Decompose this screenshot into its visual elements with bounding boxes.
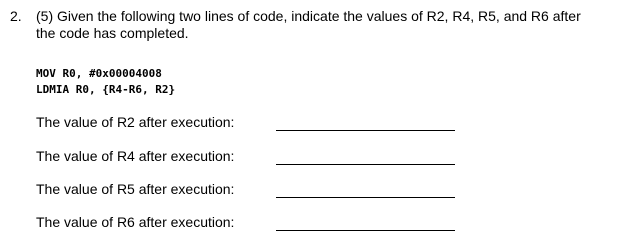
answer-blank-line[interactable] — [276, 230, 455, 231]
answer-label: The value of R6 after execution: — [36, 214, 235, 230]
answer-label: The value of R2 after execution: — [36, 114, 235, 130]
answer-row-r4 — [36, 148, 456, 166]
question-line-2: the code has completed. — [36, 25, 189, 41]
answer-blank-line[interactable] — [276, 130, 455, 131]
question-prompt: (5) Given the following two lines of code, indicate the values of R2, R4, R5, and R6 after — [36, 8, 581, 24]
question-line-1 — [10, 8, 610, 25]
answer-label: The value of R4 after execution: — [36, 148, 235, 164]
code-block — [36, 66, 175, 98]
answer-blank-line[interactable] — [276, 197, 455, 198]
code-line: MOV R0, #0x00004008 — [36, 67, 162, 80]
answer-row-r2 — [36, 114, 456, 132]
answer-label: The value of R5 after execution: — [36, 181, 235, 197]
question-number: 2. — [10, 8, 22, 24]
answer-blank-line[interactable] — [276, 164, 455, 165]
code-line: LDMIA R0, {R4-R6, R2} — [36, 83, 176, 96]
answer-row-r6 — [36, 214, 456, 232]
answer-row-r5 — [36, 181, 456, 199]
question-text — [10, 8, 610, 42]
